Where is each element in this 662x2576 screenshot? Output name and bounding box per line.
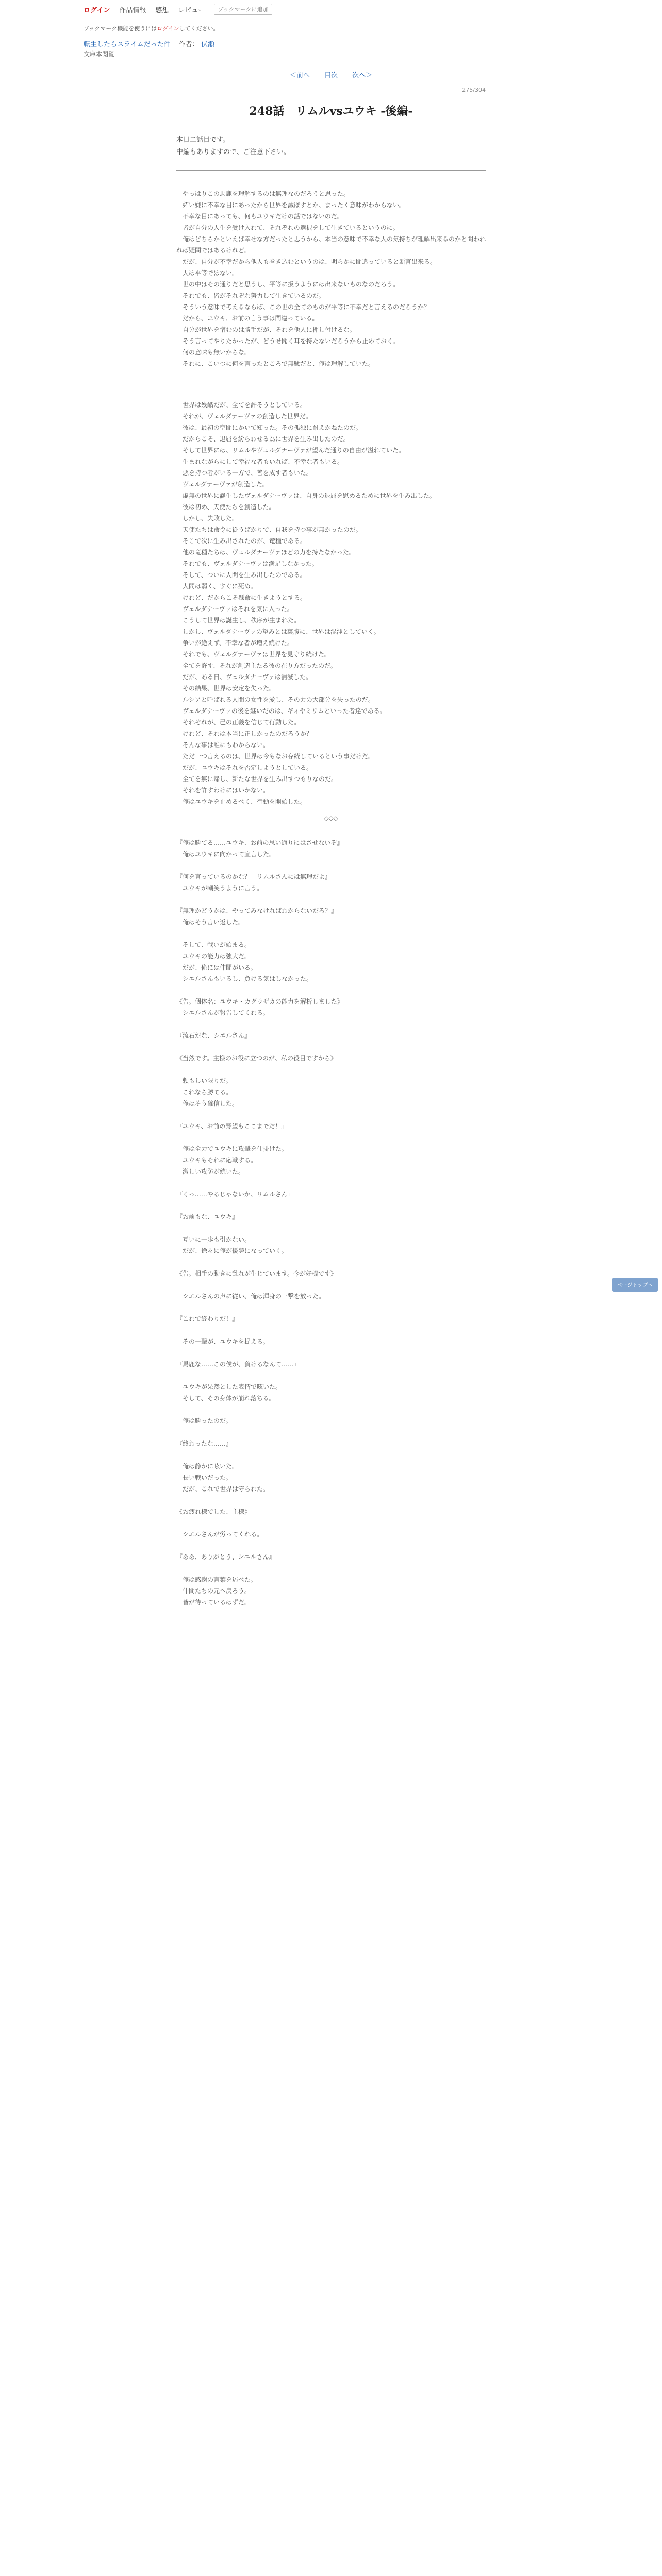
body-paragraph: けれど、だからこそ懸命に生きようとする。	[176, 594, 307, 601]
body-paragraph: 生まれながらにして幸福な者もいれば、不幸な者もいる。	[176, 458, 344, 465]
body-paragraph: そういう意味で考えるならば、この世の全てのものが平等に不幸だと言えるのだろうか？	[176, 303, 431, 311]
preface-line: 本日二話目です。	[176, 136, 229, 144]
body-paragraph: だが、徐々に俺が優勢になっていく。	[176, 1247, 288, 1255]
body-paragraph	[176, 928, 486, 939]
body-paragraph: だが、ある日、ヴェルダナーヴァは消滅した。	[176, 673, 312, 681]
bookmark-notice	[84, 24, 578, 32]
body-paragraph: 『終わったな……』	[176, 1440, 232, 1447]
body-paragraph: そこで次に生み出されたのが、竜種である。	[176, 537, 307, 545]
body-paragraph: 激しい攻防が続いた。	[176, 1168, 245, 1175]
body-paragraph	[176, 894, 486, 905]
body-paragraph: しかし、ヴェルダナーヴァの望みとは裏腹に、世界は混沌としていく。	[176, 628, 380, 635]
body-paragraph: 《当然です。主様のお役に立つのが、私の役目ですから》	[176, 1055, 337, 1062]
body-paragraph: だからこそ、退屈を紛らわせる為に世界を生み出したのだ。	[176, 435, 350, 443]
body-paragraph: やっぱりこの馬鹿を理解するのは無理なのだろうと思った。	[176, 190, 350, 197]
author-name-link[interactable]: 伏瀬	[201, 41, 214, 48]
body-paragraph: ただ一つ言えるのは、世界は今もなお存続しているという事だけだ。	[176, 753, 375, 760]
body-paragraph	[176, 1041, 486, 1053]
body-paragraph: 長い戦いだった。	[176, 1474, 233, 1481]
body-paragraph: 人間は弱く、すぐに死ぬ。	[176, 583, 257, 590]
body-section	[176, 188, 486, 369]
body-paragraph: シエルさんが報告してくれる。	[176, 1009, 270, 1016]
body-paragraph: 自分が世界を憎むのは勝手だが、それを他人に押し付けるな。	[176, 326, 356, 333]
body-paragraph: ルシアと呼ばれる人間の女性を愛し、その力の大部分を失ったのだ。	[176, 696, 374, 703]
prev-chapter-link[interactable]: ＜前へ	[289, 72, 310, 79]
body-paragraph: シエルさんが労ってくれる。	[176, 1531, 263, 1538]
body-paragraph: だが、自分が不幸だから他人も巻き込むというのは、明らかに間違っていると断言出来る。	[176, 258, 437, 265]
body-paragraph: 皆が待っているはずだ。	[176, 1599, 251, 1606]
body-paragraph: それが、ヴェルダナーヴァの創造した世界だ。	[176, 413, 312, 420]
body-paragraph: その一撃が、ユウキを捉える。	[176, 1338, 270, 1345]
page-container	[84, 24, 578, 1608]
body-paragraph: 《告。個体名：ユウキ・カグラザカの能力を解析しました》	[176, 998, 343, 1005]
body-paragraph: 『何を言っているのかな？ リムルさんには無理だよ』	[176, 873, 332, 880]
body-paragraph: しかし、失敗した。	[176, 515, 239, 522]
body-paragraph	[176, 1200, 486, 1211]
body-paragraph: そして、戦いが始まる。	[176, 941, 251, 948]
body-paragraph	[176, 1064, 486, 1075]
body-paragraph: 皆が自分の人生を受け入れて、それぞれの選択をして生きているというのに。	[176, 224, 399, 231]
body-paragraph: ユウキもそれに応戦する。	[176, 1157, 257, 1164]
body-paragraph	[176, 985, 486, 996]
body-paragraph	[176, 1495, 486, 1506]
body-paragraph	[176, 1517, 486, 1529]
body-paragraph	[176, 1279, 486, 1291]
body-paragraph: 『お前もな、ユウキ』	[176, 1213, 239, 1221]
body-paragraph: そんな事は誰にもわからない。	[176, 741, 270, 749]
body-paragraph: ヴェルダナーヴァが創造した。	[176, 481, 269, 488]
body-paragraph: だが、これで世界は守られた。	[176, 1485, 270, 1493]
body-paragraph: だが、俺には仲間がいる。	[176, 964, 257, 971]
body-paragraph: 世界は残酷だが、全てを許そうとしている。	[176, 401, 307, 409]
body-paragraph: 争いが絶えず、不幸な者が増え続けた。	[176, 639, 294, 647]
body-paragraph: ユウキが嘲笑うように言う。	[176, 885, 263, 892]
body-paragraph	[176, 1177, 486, 1189]
body-paragraph: そして、その身体が崩れ落ちる。	[176, 1395, 275, 1402]
scene-divider: ◇◇◇	[324, 815, 338, 822]
body-paragraph	[176, 1132, 486, 1143]
preface-line: 中編もありますので、ご注意下さい。	[176, 148, 290, 156]
author-label: 作者：	[178, 41, 199, 48]
body-paragraph: その結果、世界は安定を失った。	[176, 685, 276, 692]
body-paragraph: 俺はユウキを止めるべく、行動を開始した。	[176, 798, 306, 805]
works-info-link[interactable]: 作品情報	[119, 6, 146, 14]
body-paragraph	[176, 1404, 486, 1415]
chapter-preface	[176, 134, 486, 159]
body-paragraph: 俺は感謝の言葉を述べた。	[176, 1576, 257, 1583]
body-paragraph: 『馬鹿な……この僕が、負けるなんて……』	[176, 1361, 301, 1368]
body-paragraph: 何の意味も無いからな。	[176, 349, 251, 356]
body-paragraph: そして世界には、リムルやヴェルダナーヴァが望んだ通りの自由が溢れていた。	[176, 447, 405, 454]
chapter-content	[176, 87, 486, 1608]
body-paragraph: だが、ユウキはそれを否定しようとしている。	[176, 764, 313, 771]
body-paragraph: 悪を持つ者がいる一方で、善を成す者もいた。	[176, 469, 312, 477]
body-paragraph: 彼は初め、天使たちを創造した。	[176, 503, 275, 511]
body-paragraph	[176, 1019, 486, 1030]
body-paragraph: 『ユウキ、お前の野望もここまでだ！』	[176, 1123, 288, 1130]
body-paragraph: 彼は、最初の空間にかいて知った。その孤独に耐えかねたのだ。	[176, 424, 362, 431]
novel-header	[84, 39, 578, 58]
body-paragraph: それでも、ヴェルダナーヴァは満足しなかった。	[176, 560, 318, 567]
body-paragraph: 俺はどちらかといえば幸せな方だったと思うから、本当の意味で不幸な人の気持ちが理解出来るのかと問われれば疑問ではあるけれど。	[176, 235, 486, 254]
body-paragraph: 『くっ……やるじゃないか、リムルさん』	[176, 1191, 294, 1198]
body-paragraph	[176, 1223, 486, 1234]
series-title-link[interactable]: 転生したらスライムだった件	[84, 41, 171, 48]
body-paragraph: ヴェルダナーヴァはそれを気に入った。	[176, 605, 293, 613]
bookmark-button[interactable]: ブックマークに追加	[214, 4, 272, 15]
next-chapter-link[interactable]: 次へ＞	[352, 72, 373, 79]
body-paragraph: こうして世界は誕生し、秩序が生まれた。	[176, 617, 301, 624]
body-paragraph: それを許すわけにはいかない。	[176, 787, 270, 794]
chapter-counter: 275/304	[462, 87, 486, 93]
body-paragraph	[176, 1427, 486, 1438]
body-paragraph: 俺は全力でユウキに攻撃を仕掛けた。	[176, 1145, 288, 1153]
body-paragraph	[176, 1540, 486, 1551]
notice-text-after: してください。	[179, 25, 219, 32]
preface-divider	[176, 170, 486, 171]
body-paragraph: ユウキの能力は強大だ。	[176, 953, 251, 960]
login-link[interactable]: ログイン	[84, 6, 110, 14]
body-paragraph: 世の中はその通りだと思うし、平等に扱うようには出来ないものなのだろう。	[176, 281, 400, 288]
page-top-button[interactable]: ページトップへ	[612, 1278, 658, 1292]
body-paragraph: それでも、皆がそれぞれ努力して生きているのだ。	[176, 292, 325, 299]
body-paragraph: 《告。相手の動きに乱れが生じています。今が好機です》	[176, 1270, 337, 1277]
body-paragraph: だから、ユウキ、お前の言う事は間違っている。	[176, 315, 319, 322]
body-paragraph: 『俺は勝てる……ユウキ、お前の思い通りにはさせないぞ』	[176, 839, 343, 846]
body-paragraph: それに、こいつに何を言ったところで無駄だと、俺は理解していた。	[176, 360, 374, 367]
body-paragraph: 俺はユウキに向かって宣言した。	[176, 851, 276, 858]
body-paragraph	[176, 1563, 486, 1574]
body-paragraph: 仲間たちの元へ戻ろう。	[176, 1587, 251, 1595]
notice-login-link[interactable]: ログイン	[157, 25, 179, 32]
body-paragraph	[176, 1449, 486, 1461]
body-paragraph: そして、ついに人間を生み出したのである。	[176, 571, 306, 579]
body-paragraph: 『ああ、ありがとう、シエルさん』	[176, 1553, 275, 1561]
body-paragraph: 『これで終わりだ！』	[176, 1315, 239, 1323]
body-paragraph: 不幸な目にあっても、何もユウキだけの話ではないのだ。	[176, 213, 343, 220]
body-paragraph	[176, 1325, 486, 1336]
body-paragraph: 妬い嫌に不幸な目にあったから世界を滅ぼすとか、まったく意味がわからない。	[176, 201, 405, 209]
body-paragraph: 俺は静かに呟いた。	[176, 1463, 239, 1470]
body-paragraph: ユウキが呆然とした表情で呟いた。	[176, 1383, 282, 1391]
top-navigation-bar	[0, 0, 662, 19]
body-paragraph	[176, 1257, 486, 1268]
chapter-title: 248話 リムルvsユウキ -後編-	[249, 105, 413, 118]
section-gap	[176, 369, 486, 399]
body-paragraph: これなら勝てる。	[176, 1089, 233, 1096]
body-paragraph: 虚無の世界に誕生したヴェルダナーヴァは、自身の退屈を慰めるために世界を生み出した。	[176, 492, 436, 499]
body-paragraph: 『流石だな、シエルさん』	[176, 1032, 251, 1039]
body-paragraph: 『無理かどうかは、やってみなければわからないだろ？』	[176, 907, 338, 914]
body-paragraph: 他の竜種たちは、ヴェルダナーヴァほどの力を持たなかった。	[176, 549, 355, 556]
body-paragraph: 互いに一歩も引かない。	[176, 1236, 251, 1243]
body-paragraph: 俺はそう確信した。	[176, 1100, 239, 1107]
body-paragraph: それぞれが、己の正義を信じて行動した。	[176, 719, 301, 726]
body-paragraph	[176, 1302, 486, 1313]
body-paragraph: 全てを無に帰し、新たな世界を生み出すつもりなのだ。	[176, 775, 338, 783]
review-link[interactable]: レビュー	[178, 6, 205, 14]
body-paragraph: 全てを許す、それが創造主たる彼の在り方だったのだ。	[176, 662, 337, 669]
body-paragraph	[176, 1109, 486, 1121]
body-paragraph: それでも、ヴェルダナーヴァは世界を見守り続けた。	[176, 651, 330, 658]
body-paragraph: 俺は勝ったのだ。	[176, 1417, 233, 1425]
body-paragraph	[176, 1347, 486, 1359]
notice-text-before: ブックマーク機能を使うには	[84, 25, 157, 32]
body-paragraph: 頼もしい限りだ。	[176, 1077, 233, 1084]
body-paragraph	[176, 1370, 486, 1381]
body-paragraph: 《お疲れ様でした、主様》	[176, 1508, 251, 1515]
body-paragraph	[176, 860, 486, 871]
body-paragraph: けれど、それは本当に正しかったのだろうか？	[176, 730, 313, 737]
body-paragraph: 天使たちは命令に従うばかりで、自我を持つ事が無かったのだ。	[176, 526, 362, 533]
body-paragraph: ヴェルダナーヴァの後を継いだのは、ギィやミリムといった者達である。	[176, 707, 386, 715]
body-paragraph: シエルさんの声に従い、俺は渾身の一撃を放った。	[176, 1293, 325, 1300]
chapter-pager	[84, 70, 578, 79]
body-section	[176, 399, 486, 807]
body-paragraph: 俺はそう言い返した。	[176, 919, 245, 926]
feelings-link[interactable]: 感想	[155, 6, 169, 14]
body-paragraph: 人は平等ではない。	[176, 269, 239, 277]
dialog-section	[176, 837, 486, 1608]
body-paragraph: シエルさんもいるし、負ける気はしなかった。	[176, 975, 313, 982]
body-paragraph: そう言ってやりたかったが、どうせ聞く耳を持たないだろうから止めておく。	[176, 337, 399, 345]
novel-subinfo: 文庫本閲覧	[84, 50, 115, 58]
index-link[interactable]: 目次	[324, 72, 338, 79]
